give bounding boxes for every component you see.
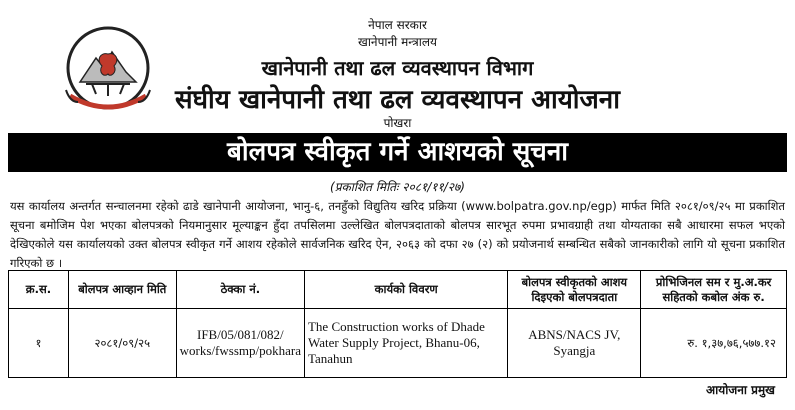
table-header-row <box>9 271 787 309</box>
bid-table <box>8 270 787 378</box>
ministry-name: खानेपानी मन्त्रालय <box>358 35 437 49</box>
office-location: पोखरा <box>383 116 412 130</box>
notice-body: यस कार्यालय अन्तर्गत सन्चालनमा रहेको ढाडे खानेपानी आयोजना, भानु-६, तनहुँको विद्युतिय खरिद प्रक्रिया (www.bolpatra.gov.np/egp) मार्फत मिति २०८१/०९/२५ मा प्रकाशित सूचना बमोजिम पेश भएका बोलपत्रको नियमानुसार मूल्याङ्कन हुँदा तपसिलमा उल्लेखित बोलपत्रदाताको बोलपत्र सारभूत रुपमा प्रभावग्राही तथा योग्यताका सबै आधारमा सफल भएको देखिएकोले यस कार्यालयको उक्त बोलपत्र स्वीकृत गर्ने आशय रहेकोले सार्वजनिक खरिद ऐन, २०६३ को दफा २७ (२) को प्रयोजनार्थ सम्बन्धित सबैको जानकारीको लागि यो सूचना प्रकाशित गरिएको छ । <box>10 199 785 270</box>
notice-title: बोलपत्र स्वीकृत गर्ने आशयको सूचना <box>8 133 787 172</box>
department-name: खानेपानी तथा ढल व्यवस्थापन विभाग <box>261 56 534 80</box>
header-sn: क्र.स. <box>9 271 69 309</box>
project-name: संघीय खानेपानी तथा ढल व्यवस्थापन आयोजना <box>175 85 620 115</box>
cell-contract-no: IFB/05/081/082/ works/fwssmp/pokhara <box>176 309 304 378</box>
table-row <box>9 309 787 378</box>
published-date: (प्रकाशित मितिः २०८१/११/२७) <box>330 180 465 194</box>
header-work-desc: कार्यको विवरण <box>304 271 507 309</box>
header-bidder: बोलपत्र स्वीकृतको आशय दिइएको बोलपत्रदाता <box>508 271 641 309</box>
cell-work-desc: The Construction works of Dhade Water Supply Project, Bhanu-06, Tanahun <box>304 309 507 378</box>
header-contract-no: ठेक्का नं. <box>176 271 304 309</box>
cell-sn: १ <box>9 309 69 378</box>
government-name: नेपाल सरकार <box>368 18 427 32</box>
header-invitation-date: बोलपत्र आव्हान मिति <box>68 271 176 309</box>
cell-amount: रु. १,३७,७६,५७७.१२ <box>641 309 787 378</box>
header-amount: प्रोभिजिनल सम र मु.अ.कर सहितको कबोल अंक रु. <box>641 271 787 309</box>
cell-invitation-date: २०८१/०९/२५ <box>68 309 176 378</box>
signature: आयोजना प्रमुख <box>705 383 775 397</box>
cell-bidder: ABNS/NACS JV, Syangja <box>508 309 641 378</box>
